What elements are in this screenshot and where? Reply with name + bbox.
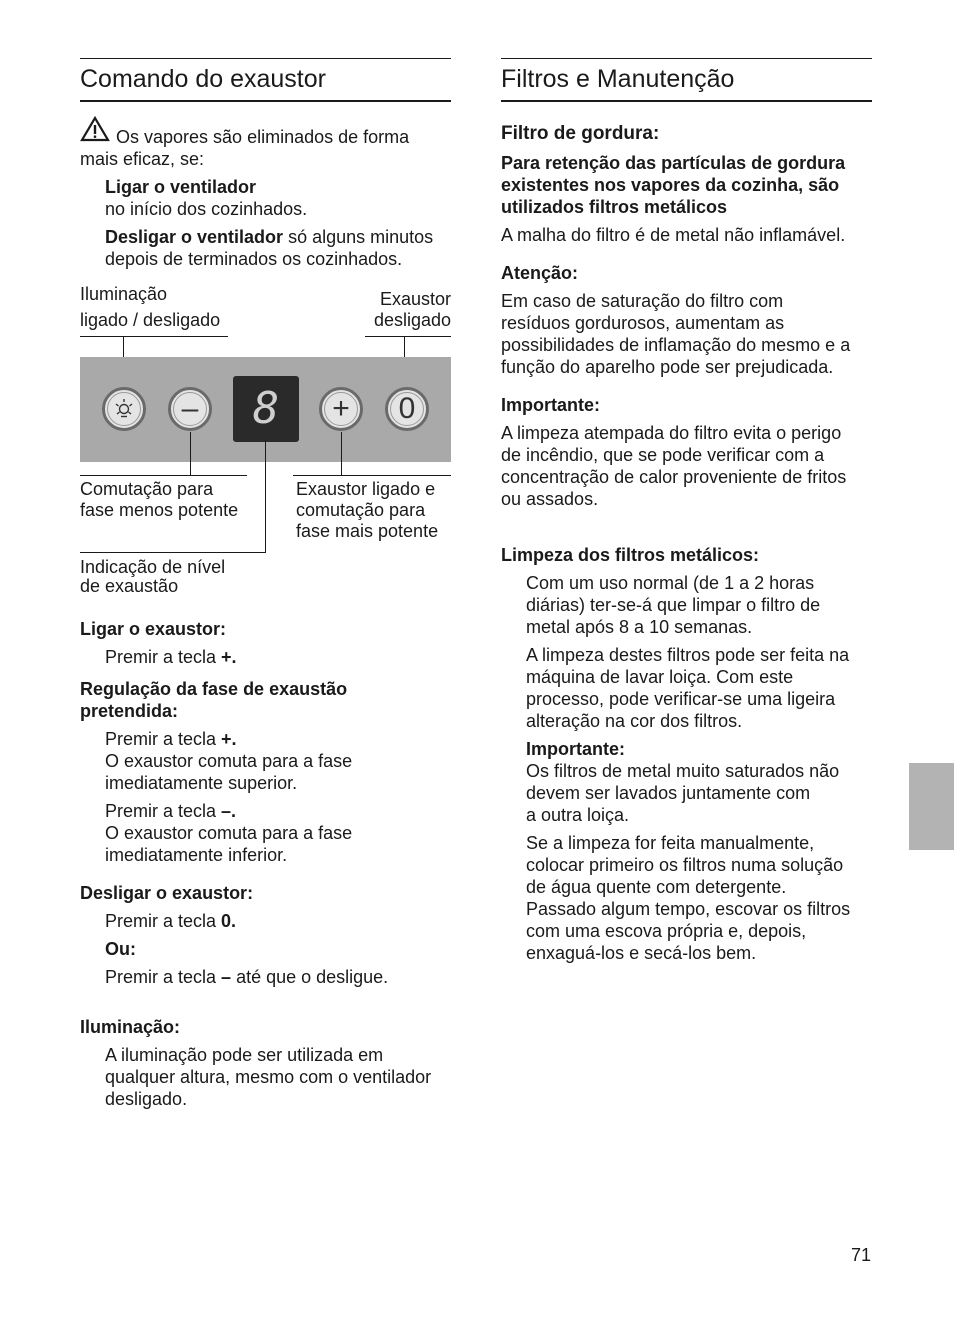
level-display (233, 376, 299, 442)
label-plus-2: comutação para (296, 500, 426, 520)
manual-line3: de água quente com detergente. (526, 877, 787, 897)
callout-rule-ilum (80, 336, 228, 337)
atencao-line4: função do aparelho pode ser prejudicada. (501, 357, 834, 377)
importante2-line2: devem ser lavados juntamente com (526, 783, 811, 803)
label-exaustor-desligado-1: Exaustor (379, 289, 451, 309)
importante2-heading: Importante: (526, 739, 625, 759)
label-iluminacao-2: ligado / desligado (80, 310, 221, 330)
atencao-line1: Em caso de saturação do filtro com (501, 291, 784, 311)
label-plus-3: fase mais potente (296, 521, 439, 541)
retencao-line1: Para retenção das partículas de gordura (501, 153, 846, 173)
plus-key: +. (221, 729, 237, 749)
page-number: 71 (850, 1245, 871, 1265)
label-minus-2: fase menos potente (80, 500, 239, 520)
ate-desligue-text: até que o desligue. (231, 967, 389, 987)
desligar-ventilador-line1 (105, 226, 433, 248)
ligar-ventilador-text: no início dos cozinhados. (105, 199, 308, 219)
premir-text: Premir a tecla (105, 967, 222, 987)
regulacao-step-plus (105, 728, 237, 750)
callout-rule-minus (80, 475, 247, 476)
importante-line1: A limpeza atempada do filtro evita o perigo (501, 423, 842, 443)
importante-line2: de incêndio, que se pode verificar com a (501, 445, 825, 465)
atencao-line3: possibilidades de inflamação do mesmo e a (501, 335, 851, 355)
regulacao-inf-2: imediatamente inferior. (105, 845, 288, 865)
importante2-line3: a outra loiça. (526, 805, 630, 825)
label-minus-1: Comutação para (80, 479, 214, 499)
regulacao-inf-1: O exaustor comuta para a fase (105, 823, 353, 843)
filtro-gordura-heading: Filtro de gordura: (501, 123, 660, 144)
atencao-line2: resíduos gordurosos, aumentam as (501, 313, 785, 333)
left-section-title: Comando do exaustor (80, 65, 326, 93)
manual-line2: colocar primeiro os filtros numa solução (526, 855, 844, 875)
warning-text-line1: Os vapores são eliminados de forma (116, 127, 410, 147)
importante-heading: Importante: (501, 395, 600, 415)
right-title-top-rule (501, 58, 872, 59)
iluminacao-text-2: qualquer altura, mesmo com o ventilador (105, 1067, 432, 1087)
left-title-bottom-rule (80, 100, 451, 102)
iluminacao-text-3: desligado. (105, 1089, 188, 1109)
regulacao-sup-2: imediatamente superior. (105, 773, 298, 793)
premir-text: Premir a tecla (105, 801, 222, 821)
ligar-exaustor-heading: Ligar o exaustor: (80, 619, 227, 639)
level-display-value: 8 (252, 383, 280, 434)
label-plus-1: Exaustor ligado e (296, 479, 436, 499)
limpeza-para2-line2: máquina de lavar loiça. Com este (526, 667, 794, 687)
label-nivel-1: Indicação de nível (80, 557, 226, 577)
zero-key: 0. (221, 911, 237, 931)
plus-symbol: + (324, 392, 358, 426)
zero-symbol: 0 (390, 392, 424, 426)
minus-key: –. (221, 801, 237, 821)
importante-line4: ou assados. (501, 489, 599, 509)
right-section-title: Filtros e Manutenção (501, 65, 735, 93)
limpeza-para1-line1: Com um uso normal (de 1 a 2 horas (526, 573, 815, 593)
desligar-ventilador-heading: Desligar o ventilador (105, 227, 284, 247)
limpeza-para2-line3: processo, pode verificar-se uma ligeira (526, 689, 836, 709)
label-iluminacao-1: Iluminação (80, 284, 168, 304)
desligar-ventilador-line2: depois de terminados os cozinhados. (105, 249, 403, 269)
manual-line1: Se a limpeza for feita manualmente, (526, 833, 815, 853)
lightbulb-icon (107, 392, 141, 426)
callout-vline-display (265, 440, 266, 552)
callout-vline-plus (341, 432, 342, 476)
retencao-line3: utilizados filtros metálicos (501, 197, 728, 217)
retencao-line2: existentes nos vapores da cozinha, são (501, 175, 840, 195)
plus-button[interactable] (319, 387, 363, 431)
regulacao-heading-1: Regulação da fase de exaustão (80, 679, 348, 699)
malha-text: A malha do filtro é de metal não inflamável. (501, 225, 846, 245)
dash-key: – (221, 967, 232, 987)
regulacao-sup-1: O exaustor comuta para a fase (105, 751, 353, 771)
plus-key: +. (221, 647, 237, 667)
zero-button[interactable] (385, 387, 429, 431)
callout-rule-zero (365, 336, 451, 337)
limpeza-para1-line2: diárias) ter-se-á que limpar o filtro de (526, 595, 821, 615)
limpeza-para2-line4: alteração na cor dos filtros. (526, 711, 743, 731)
warning-icon (80, 116, 110, 142)
iluminacao-text-1: A iluminação pode ser utilizada em (105, 1045, 384, 1065)
desligar-step-zero (105, 910, 236, 932)
ligar-ventilador-heading: Ligar o ventilador (105, 177, 257, 197)
manual-line4: Passado algum tempo, escovar os filtros (526, 899, 851, 919)
side-tab-marker (909, 763, 954, 850)
right-title-bottom-rule (501, 100, 872, 102)
importante-line3: concentração de calor proveniente de fritos (501, 467, 847, 487)
premir-text: Premir a tecla (105, 729, 222, 749)
callout-vline-minus (190, 432, 191, 476)
left-title-top-rule (80, 58, 451, 59)
warning-text-line2: mais eficaz, se: (80, 149, 205, 169)
manual-line5: com uma escova própria e, depois, (526, 921, 807, 941)
regulacao-step-minus (105, 800, 236, 822)
minus-symbol: – (173, 392, 207, 426)
limpeza-heading: Limpeza dos filtros metálicos: (501, 545, 760, 565)
callout-rule-display (80, 552, 266, 553)
iluminacao-heading: Iluminação: (80, 1017, 181, 1037)
importante2-line1: Os filtros de metal muito saturados não (526, 761, 840, 781)
ou-label: Ou: (105, 939, 136, 959)
limpeza-para2-line1: A limpeza destes filtros pode ser feita na (526, 645, 850, 665)
label-exaustor-desligado-2: desligado (373, 310, 451, 330)
atencao-heading: Atenção: (501, 263, 579, 283)
light-button[interactable] (102, 387, 146, 431)
label-nivel-2: de exaustão (80, 576, 179, 596)
ligar-exaustor-step (105, 646, 237, 668)
premir-text: Premir a tecla (105, 647, 222, 667)
callout-rule-plus (293, 475, 451, 476)
minus-button[interactable] (168, 387, 212, 431)
premir-text: Premir a tecla (105, 911, 222, 931)
limpeza-para1-line3: metal após 8 a 10 semanas. (526, 617, 753, 637)
desligar-step-dash (105, 966, 388, 988)
desligar-ventilador-text: só alguns minutos (283, 227, 434, 247)
desligar-exaustor-heading: Desligar o exaustor: (80, 883, 254, 903)
manual-line6: enxaguá-los e secá-los bem. (526, 943, 757, 963)
regulacao-heading-2: pretendida: (80, 701, 179, 721)
